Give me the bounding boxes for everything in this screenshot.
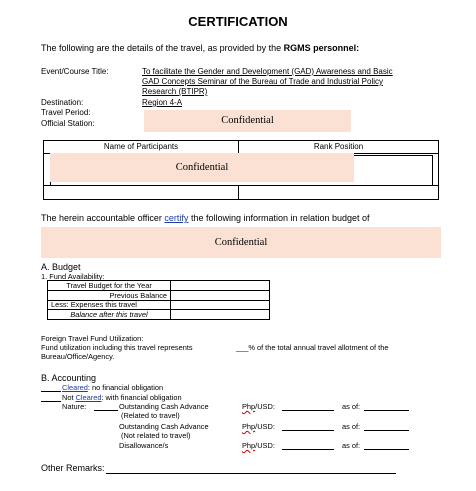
section-b-heading: B. Accounting (41, 373, 97, 383)
redaction-block-3: Confidential (41, 227, 441, 258)
amount-line-1 (282, 410, 334, 411)
other-remarks-label: Other Remarks: (41, 463, 105, 473)
intro-line (41, 43, 359, 53)
not-cleared-blank (41, 401, 61, 402)
col-rank-position: Rank Position (313, 142, 364, 151)
item-cash-advance-related-sub: (Related to travel) (121, 411, 180, 420)
destination-label: Destination: (41, 98, 84, 107)
fund-utilization-agency: Bureau/Office/Agency. (41, 352, 115, 361)
cleared-line (62, 383, 163, 392)
asof-2: as of: (342, 422, 361, 431)
table-row-divider (44, 185, 438, 186)
table-inner-box-right (432, 155, 433, 186)
section-a-heading: A. Budget (41, 262, 81, 272)
item-cash-advance-not-related-sub: (Not related to travel) (121, 431, 191, 440)
budget-intro-pre: The herein accountable officer (41, 213, 165, 223)
cleared-text: : no financial obligation (87, 383, 164, 392)
intro-bold: RGMS personnel: (283, 43, 360, 53)
redaction-block-2: Confidential (50, 153, 354, 182)
fund-utilization-percent: ___% of the total annual travel allotment of the (236, 343, 389, 352)
php-label-1: Php (242, 402, 256, 411)
not-prefix: Not (62, 393, 76, 402)
usd-label-1: /USD: (255, 402, 275, 411)
asof-3: as of: (342, 441, 361, 450)
budget-intro-post: the following information in relation budget of (188, 213, 370, 223)
fund-row-travel-budget: Travel Budget for the Year (66, 281, 152, 290)
item-cash-advance-related: Outstanding Cash Advance (119, 402, 209, 411)
budget-intro (41, 213, 445, 223)
foreign-fund-label: Foreign Travel Fund Utilization: (41, 334, 144, 343)
php-usd-1 (242, 402, 275, 411)
other-remarks-line[interactable] (106, 473, 396, 474)
certify-link[interactable]: certify (164, 213, 189, 223)
event-label: Event/Course Title: (41, 67, 109, 76)
amount-line-3 (282, 449, 334, 450)
cleared-link[interactable]: Cleared (62, 383, 88, 392)
fund-availability-label: 1. Fund Availability: (41, 272, 105, 281)
page-title: CERTIFICATION (188, 14, 288, 29)
asof-line-1 (364, 410, 409, 411)
fund-table (47, 280, 270, 320)
intro-text: The following are the details of the travel, as provided by the (41, 43, 284, 53)
fund-row-less-expenses: Less: Expenses this travel (51, 300, 137, 309)
fund-row-balance-after: Balance after this travel (70, 310, 148, 319)
asof-line-3 (364, 449, 409, 450)
nature-label: Nature: (62, 402, 87, 411)
destination-value: Region 4-A (142, 98, 183, 107)
not-cleared-line (62, 393, 182, 402)
usd-label-2: /USD: (255, 422, 275, 431)
event-value-line3: Research (BTIPR) (142, 87, 208, 96)
item-cash-advance-not-related: Outstanding Cash Advance (119, 422, 209, 431)
php-usd-2 (242, 422, 275, 431)
event-value-line2: GAD Concepts Seminar of the Bureau of Trade and Industrial Policy (142, 77, 384, 86)
fund-row-previous-balance: Previous Balance (109, 291, 167, 300)
item-disallowances: Disallowance/s (119, 441, 169, 450)
station-label: Official Station: (41, 119, 95, 128)
not-cleared-text: : with financial obligation (101, 393, 182, 402)
amount-line-2 (282, 430, 334, 431)
cleared-blank (41, 391, 61, 392)
php-usd-3 (242, 441, 275, 450)
php-label-2: Php (242, 422, 256, 431)
col-name-participants: Name of Participants (103, 142, 179, 151)
not-cleared-link[interactable]: Cleared (75, 393, 102, 402)
redaction-block-1: Confidential (144, 110, 351, 132)
asof-1: as of: (342, 402, 361, 411)
php-label-3: Php (242, 441, 256, 450)
usd-label-3: /USD: (255, 441, 275, 450)
asof-line-2 (364, 430, 409, 431)
fund-utilization-line: Fund utilization including this travel represents (41, 343, 193, 352)
event-value-line1: To facilitate the Gender and Development (GAD) Awareness and Basic (142, 67, 393, 76)
table-lower-divider (238, 185, 239, 199)
period-label: Travel Period: (41, 108, 91, 117)
nature-blank (94, 410, 118, 411)
